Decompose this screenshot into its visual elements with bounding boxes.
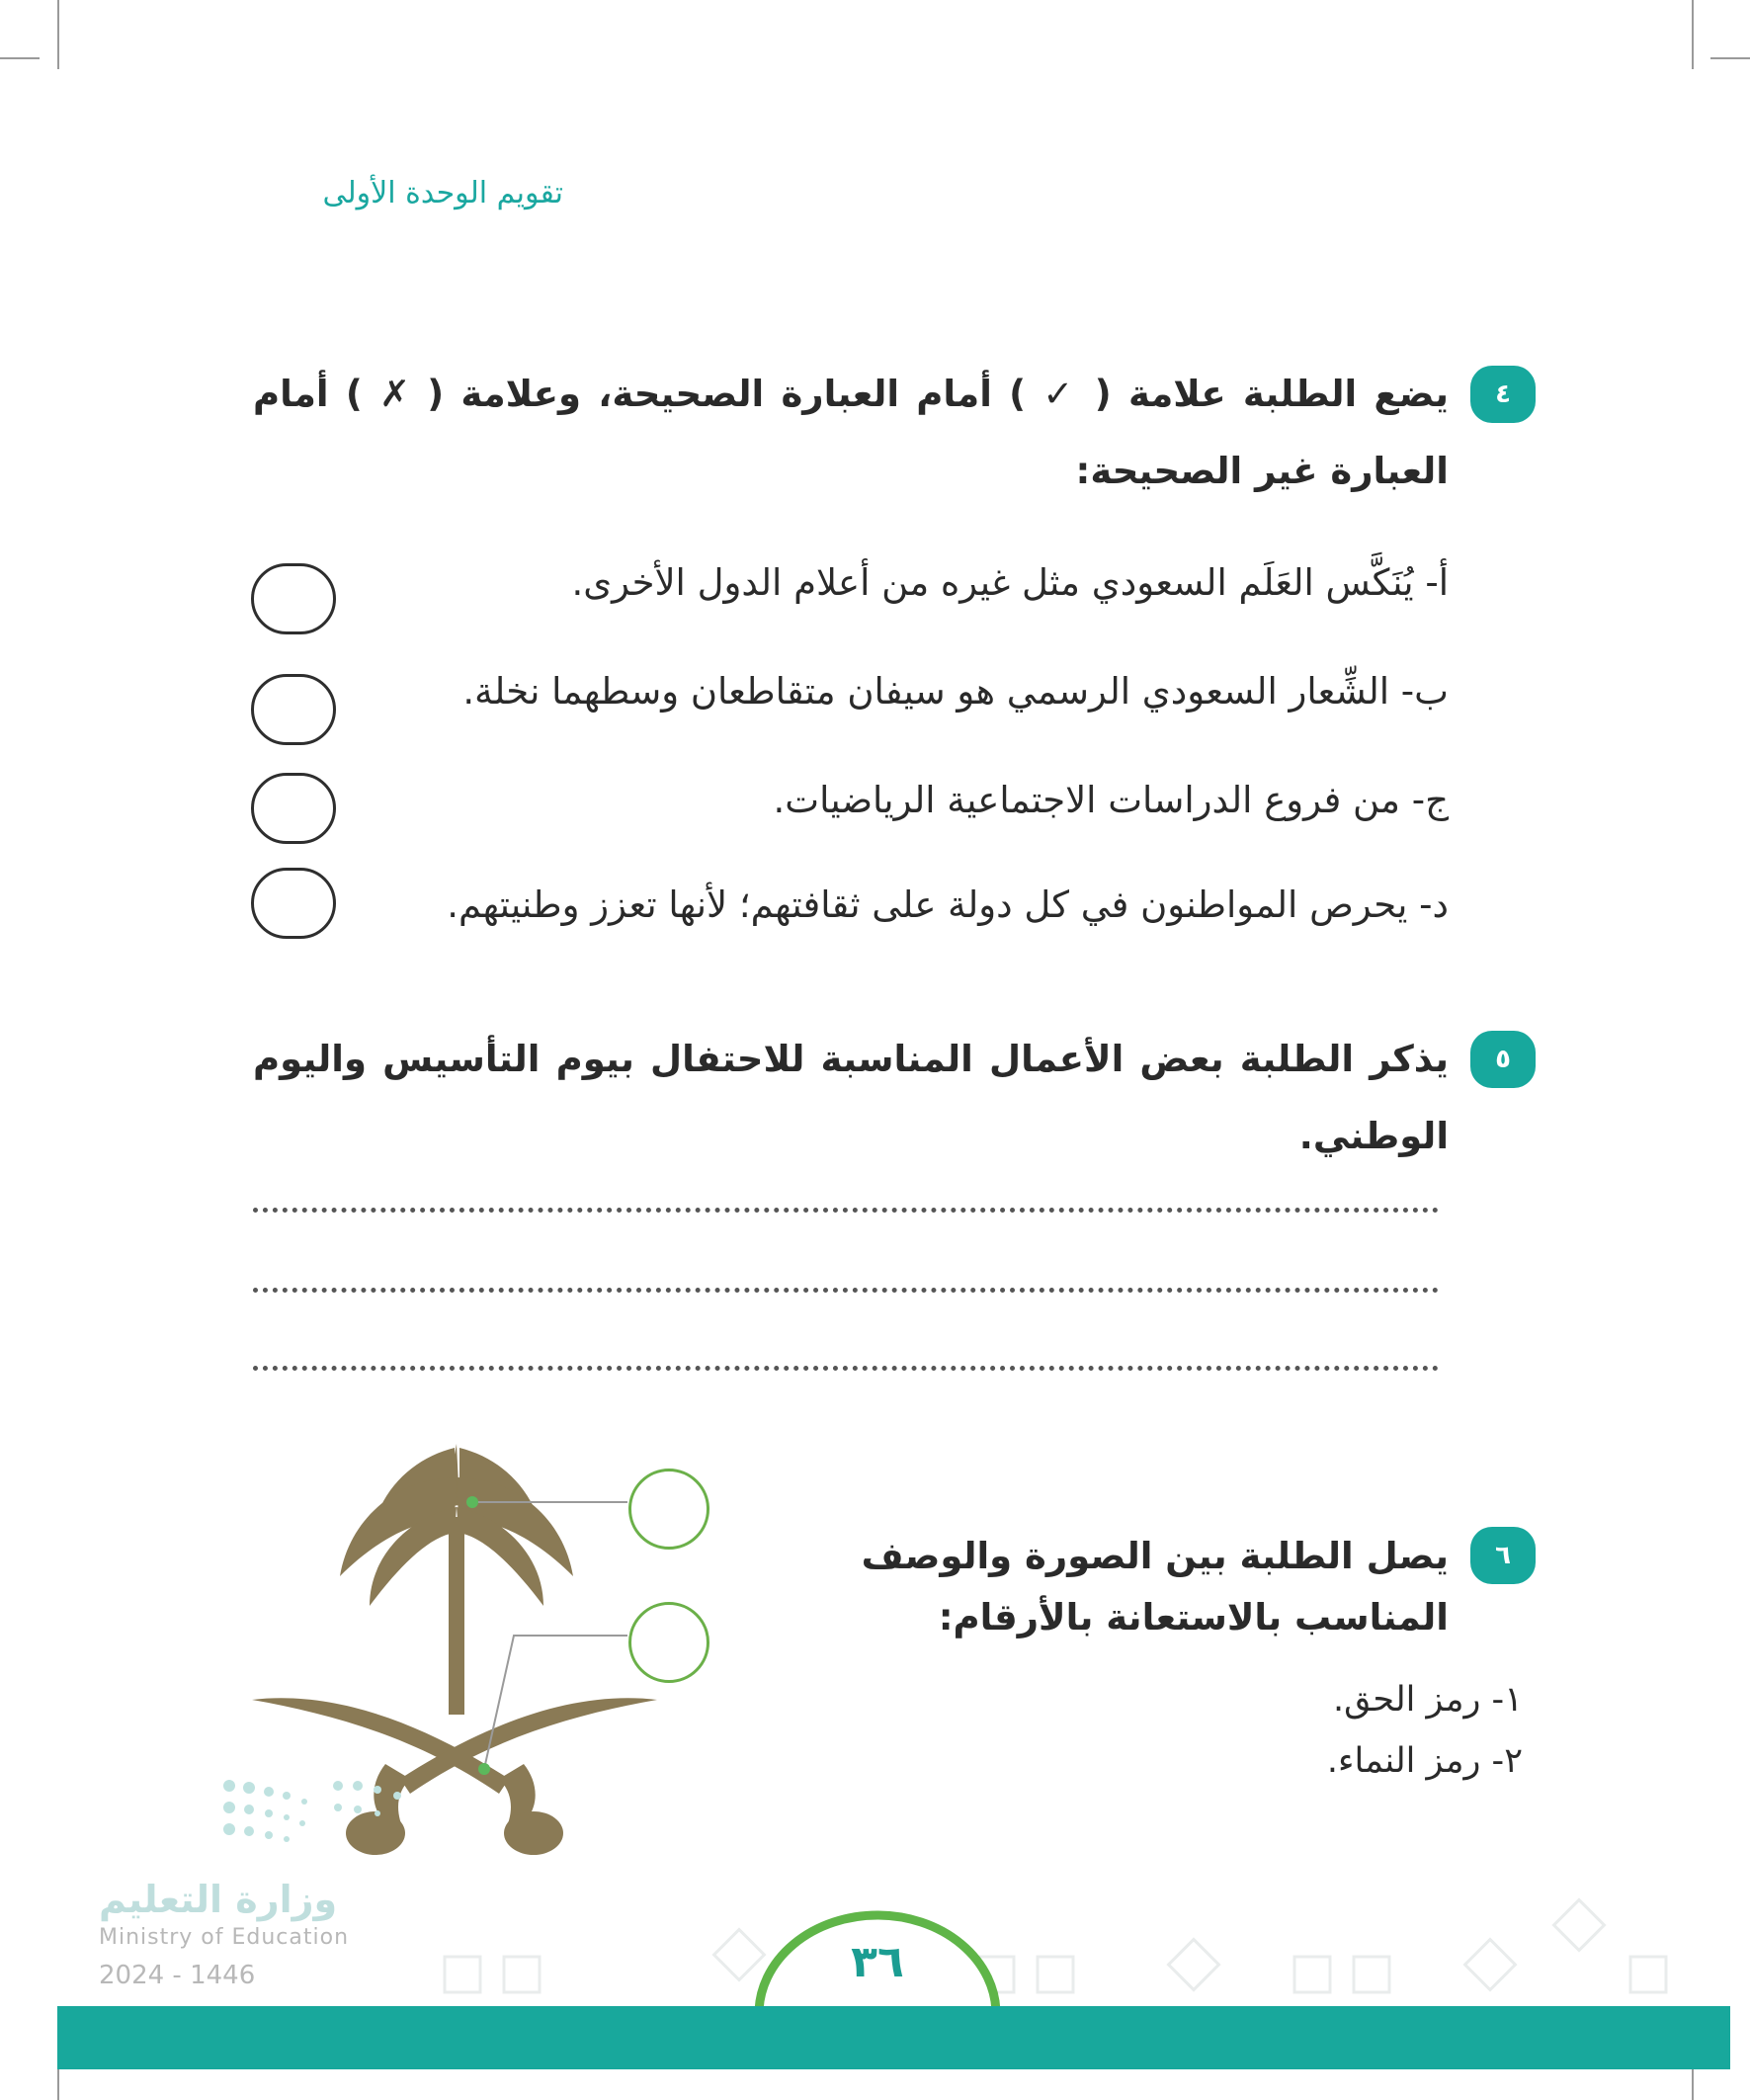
page-number: ٣٦ [851, 1937, 904, 1987]
question-5-prompt: يذكر الطلبة بعض الأعمال المناسبة للاحتفال بيوم التأسيس واليوم الوطني. [253, 1038, 1449, 1157]
question-6-prompt-line2: المناسب بالاستعانة بالأرقام: [938, 1596, 1449, 1638]
answer-line[interactable] [253, 1208, 1439, 1213]
ministry-logo-dots [219, 1774, 457, 1863]
answer-box-a[interactable] [251, 563, 336, 634]
ministry-name-english: Ministry of Education [99, 1925, 350, 1950]
statement-b: ب- الشِّعار السعودي الرسمي هو سيفان متقاطعان وسطهما نخلة. [462, 670, 1449, 713]
crop-mark [57, 0, 59, 69]
question-number-badge: ٦ [1470, 1527, 1536, 1584]
option-2: ٢- رمز النماء. [1326, 1741, 1523, 1781]
answer-box-b[interactable] [251, 674, 336, 745]
match-circle-palm[interactable] [628, 1469, 709, 1550]
answer-line[interactable] [253, 1288, 1439, 1293]
answer-box-d[interactable] [251, 868, 336, 939]
match-circle-swords[interactable] [628, 1602, 709, 1683]
statement-d: د- يحرص المواطنون في كل دولة على ثقافتهم؛ لأنها تعزز وطنيتهم. [447, 883, 1449, 926]
answer-box-c[interactable] [251, 773, 336, 844]
crop-mark [0, 57, 40, 59]
ministry-name-arabic: وزارة التعليم [99, 1878, 338, 1921]
statement-a: أ- يُنَكَّس العَلَم السعودي مثل غيره من أعلام الدول الأخرى. [571, 561, 1449, 604]
answer-line[interactable] [253, 1366, 1439, 1371]
crop-mark [1692, 0, 1694, 69]
question-number-badge: ٤ [1470, 366, 1536, 423]
footer-band [57, 2006, 1730, 2069]
statement-c: ج- من فروع الدراسات الاجتماعية الرياضيات. [773, 779, 1449, 821]
edition-year: 2024 - 1446 [99, 1961, 256, 1990]
option-1: ١- رمز الحق. [1333, 1680, 1523, 1720]
footer-pattern [425, 1878, 1729, 2006]
unit-review-title: تقويم الوحدة الأولى [322, 176, 563, 210]
question-number-badge: ٥ [1470, 1031, 1536, 1088]
question-4-prompt: يضع الطلبة علامة ( ✓ ) أمام العبارة الصحيحة، وعلامة ( ✗ ) أمام العبارة غير الصحيحة: [253, 373, 1449, 492]
question-6-prompt-line1: يصل الطلبة بين الصورة والوصف [861, 1535, 1449, 1577]
crop-mark [1710, 57, 1750, 59]
